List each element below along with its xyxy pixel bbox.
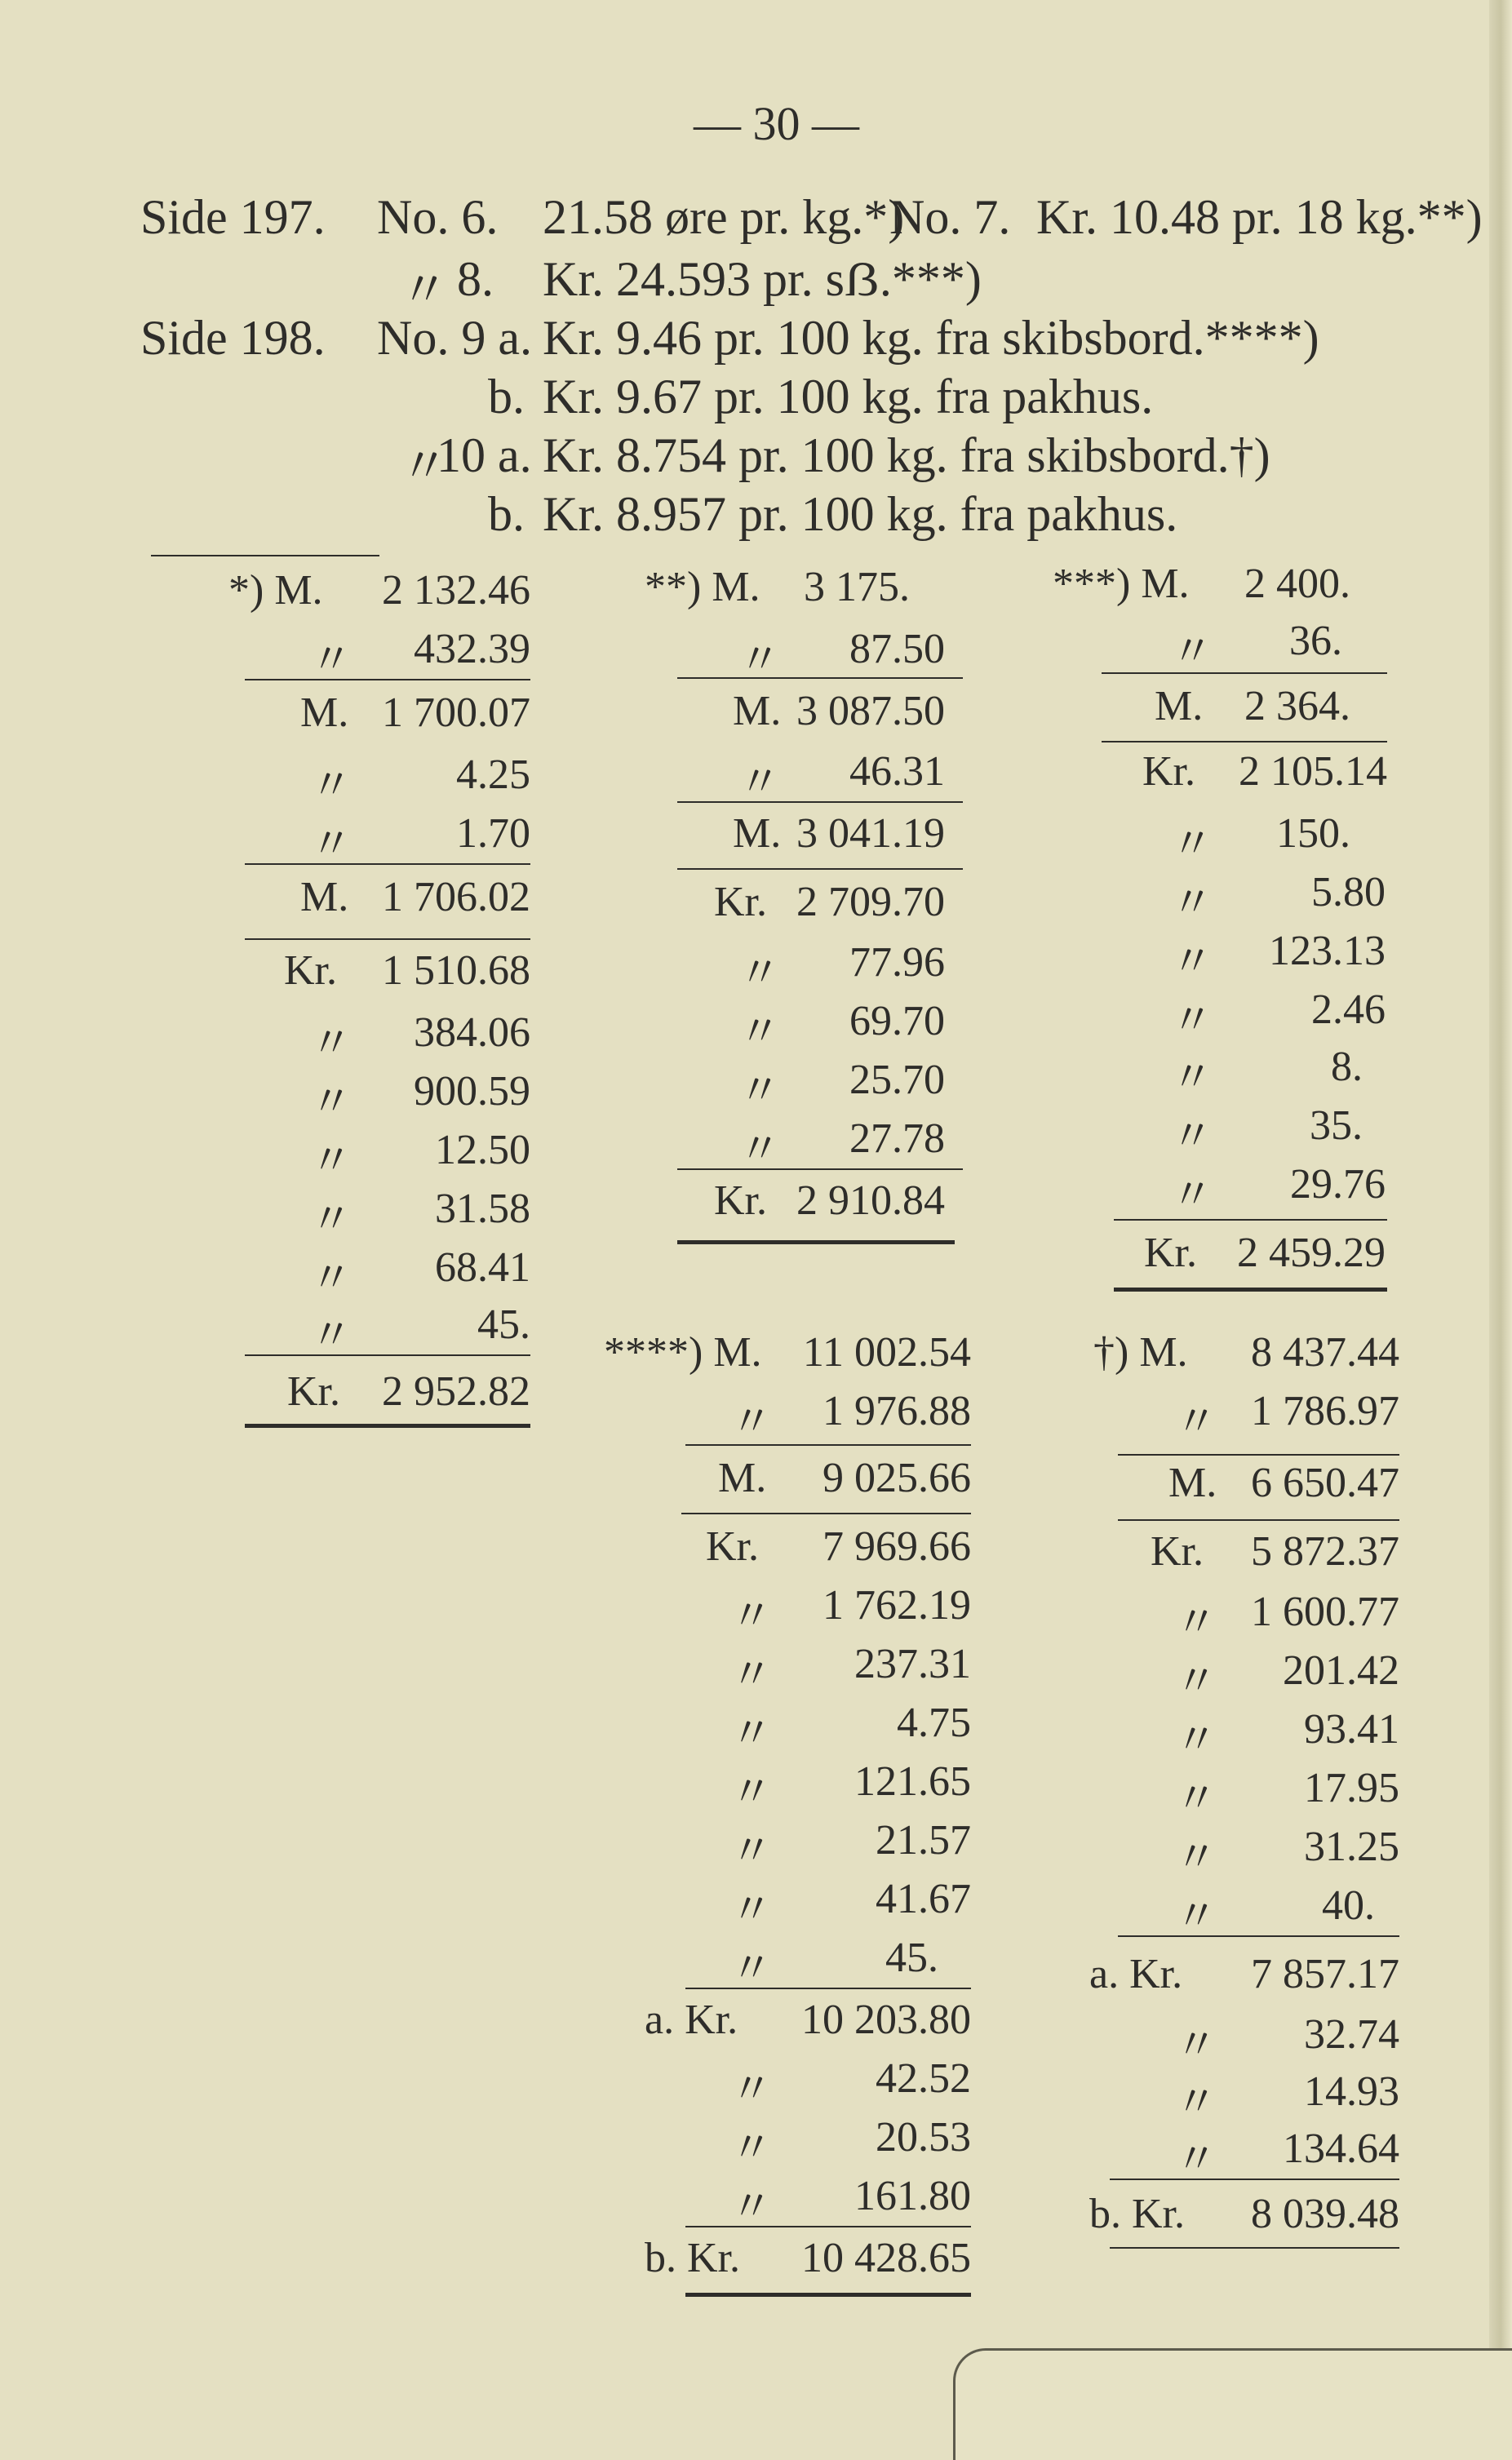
- calc-row-total: [645, 1177, 963, 1234]
- row-label: 〃: [730, 1770, 774, 1816]
- sum-rule: [1118, 1519, 1399, 1521]
- calc-row: [1053, 986, 1395, 1043]
- calc-row: [1053, 1043, 1395, 1100]
- sum-rule: [245, 938, 530, 940]
- calc-row: [1093, 1459, 1399, 1516]
- row-value: 69.70: [849, 998, 945, 1044]
- row-value: 10 203.80: [801, 1997, 971, 2043]
- calc-row: [1093, 2068, 1399, 2125]
- row-label: 〃: [1175, 1399, 1218, 1446]
- calc-row: [228, 566, 530, 623]
- sum-rule: [685, 1444, 971, 1446]
- row-label: Kr.: [287, 1368, 340, 1415]
- no-8-text: Kr. 24.593 pr. sẞ.***): [543, 252, 982, 306]
- total-rule: [1110, 2247, 1399, 2249]
- row-label: 〃: [310, 1197, 353, 1243]
- row-label: M.: [1155, 683, 1204, 729]
- calc-row: [604, 1387, 971, 1444]
- calc-row: [228, 873, 530, 930]
- calc-column-3b: [1089, 1328, 1399, 2250]
- row-label: 〃: [310, 637, 353, 684]
- row-label: 〃: [730, 1828, 774, 1875]
- sum-rule: [1110, 2179, 1399, 2180]
- row-value: 134.64: [1283, 2125, 1399, 2172]
- calc-row: [1093, 1647, 1399, 1704]
- calc-row: [1093, 1387, 1399, 1444]
- sum-rule: [1114, 1219, 1387, 1221]
- sum-rule: [245, 863, 530, 865]
- row-value: 8.: [1331, 1044, 1363, 1090]
- row-label: M.: [300, 874, 349, 920]
- row-value: 21.57: [876, 1817, 971, 1864]
- row-value: 161.80: [854, 2173, 971, 2219]
- calc-row: [645, 1115, 963, 1172]
- row-label: 〃: [730, 2184, 774, 2231]
- row-label: 〃: [738, 637, 782, 684]
- calc-column-2b: [604, 1328, 971, 2307]
- row-label: 〃: [1171, 880, 1214, 927]
- calc-row: [1093, 1764, 1399, 1821]
- calc-row: [1093, 1588, 1399, 1645]
- calc-row: [604, 1454, 971, 1511]
- calc-row: [645, 625, 963, 682]
- calc-row: [228, 1008, 530, 1066]
- row-value: 432.39: [414, 626, 530, 672]
- row-label: 〃: [738, 1068, 782, 1115]
- row-value: 77.96: [849, 939, 945, 986]
- row-label: a. Kr.: [1089, 1951, 1183, 1997]
- row-label: 〃: [310, 1138, 353, 1185]
- row-label: Kr.: [1144, 1230, 1197, 1276]
- calc-column-1-total: [228, 1367, 530, 1433]
- calc-row: [645, 878, 963, 935]
- calc-row: [604, 1996, 971, 2053]
- no-10a-text: Kr. 8.754 pr. 100 kg. fra skibsbord.†): [543, 428, 1270, 482]
- calc-row: [1093, 1527, 1399, 1585]
- row-value: 36.: [1289, 618, 1342, 664]
- sum-rule: [1118, 1454, 1399, 1456]
- row-value: 6 650.47: [1251, 1460, 1399, 1506]
- row-label: 〃: [738, 1127, 782, 1173]
- no-10b-label: b.: [488, 487, 525, 541]
- calc-column-1: [228, 566, 530, 1382]
- row-label: 〃: [310, 1256, 353, 1302]
- row-value: 4.75: [897, 1700, 971, 1746]
- side-198-label: Side 198.: [140, 311, 326, 365]
- row-label: Kr.: [714, 1177, 767, 1224]
- row-value: 2 952.82: [382, 1368, 530, 1415]
- row-value: 42.52: [876, 2055, 971, 2102]
- row-value: 12.50: [435, 1127, 530, 1173]
- row-label: M.: [718, 1455, 767, 1501]
- calc-row: [228, 1243, 530, 1301]
- no-7-label: No. 7.: [889, 190, 1011, 244]
- sum-rule: [245, 1354, 530, 1356]
- row-value: 9 025.66: [823, 1455, 971, 1501]
- row-label: 〃: [730, 2125, 774, 2172]
- row-label: 〃: [1175, 1776, 1218, 1823]
- calc-row: [1053, 747, 1395, 804]
- calc-row: [228, 1301, 530, 1358]
- ditto-mark: 〃: [400, 440, 449, 494]
- row-label: 〃: [1175, 1718, 1218, 1764]
- row-value: 68.41: [435, 1244, 530, 1291]
- sum-rule: [1102, 672, 1387, 674]
- no-10a-label: 10 a.: [437, 428, 532, 482]
- calc-row: [228, 625, 530, 682]
- row-label: 〃: [1171, 629, 1214, 676]
- row-value: 2 910.84: [796, 1177, 945, 1224]
- row-value: 45.: [885, 1935, 938, 1981]
- row-label: 〃: [1175, 1835, 1218, 1882]
- row-label: ****) M.: [604, 1329, 762, 1376]
- row-value: 41.67: [876, 1876, 971, 1922]
- row-label: 〃: [1171, 822, 1214, 868]
- row-value: 2 105.14: [1239, 748, 1387, 795]
- sum-rule: [677, 1168, 963, 1170]
- calc-row: [228, 809, 530, 867]
- row-value: 900.59: [414, 1068, 530, 1115]
- row-value: 1.70: [456, 810, 530, 857]
- row-value: 11 002.54: [802, 1329, 971, 1376]
- calc-row: [604, 1581, 971, 1638]
- row-value: 87.50: [849, 626, 945, 672]
- calc-column-2a: [645, 563, 963, 1257]
- row-label: 〃: [310, 1313, 353, 1359]
- row-label: 〃: [1171, 1172, 1214, 1219]
- row-value: 1 600.77: [1251, 1589, 1399, 1635]
- calc-row: [1053, 617, 1395, 674]
- row-label: 〃: [1175, 1659, 1218, 1705]
- row-value: 14.93: [1304, 2068, 1399, 2115]
- row-label: Kr.: [284, 947, 337, 994]
- row-value: 31.25: [1304, 1824, 1399, 1870]
- calc-row: [1093, 1705, 1399, 1762]
- row-value: 29.76: [1290, 1161, 1386, 1208]
- sum-rule: [677, 868, 963, 870]
- row-label: **) M.: [645, 564, 760, 610]
- row-label: Kr.: [714, 879, 767, 925]
- calc-row: [604, 2113, 971, 2170]
- no-9b-label: b.: [488, 370, 525, 423]
- row-label: Kr.: [706, 1523, 759, 1570]
- row-value: 17.95: [1304, 1765, 1399, 1811]
- row-label: 〃: [730, 1399, 774, 1446]
- row-value: 121.65: [854, 1758, 971, 1805]
- no-8-label: 8.: [457, 252, 494, 306]
- no-9a-label: No. 9 a.: [377, 311, 532, 365]
- row-value: 384.06: [414, 1009, 530, 1056]
- row-value: 1 510.68: [382, 947, 530, 994]
- row-value: 31.58: [435, 1186, 530, 1232]
- row-value: 2 364.: [1244, 683, 1350, 729]
- row-value: 2.46: [1311, 986, 1386, 1033]
- row-value: 46.31: [849, 748, 945, 795]
- calc-row: [1093, 1882, 1399, 1939]
- calc-row: [604, 1757, 971, 1815]
- sum-rule: [681, 1513, 971, 1514]
- total-rule: [1114, 1288, 1387, 1292]
- calc-row: [604, 1816, 971, 1873]
- row-label: M.: [733, 810, 782, 857]
- total-rule: [245, 1424, 530, 1428]
- calc-row: [604, 1640, 971, 1697]
- calc-row: [645, 1056, 963, 1113]
- row-value: 5 872.37: [1251, 1528, 1399, 1575]
- row-value: 27.78: [849, 1115, 945, 1162]
- row-label: 〃: [310, 763, 353, 809]
- row-label: *) M.: [228, 567, 323, 614]
- row-value: 3 175.: [804, 564, 910, 610]
- calc-row: [604, 2172, 971, 2229]
- no-9a-text: Kr. 9.46 pr. 100 kg. fra skibsbord.****): [543, 311, 1319, 365]
- row-value: 25.70: [849, 1057, 945, 1103]
- row-value: 237.31: [854, 1641, 971, 1687]
- calc-row: [1053, 560, 1395, 617]
- row-label: 〃: [730, 1946, 774, 1992]
- calc-row: [1053, 1101, 1395, 1159]
- row-value: 10 428.65: [801, 2235, 971, 2281]
- calc-row: [604, 1875, 971, 1932]
- row-label: 〃: [730, 1711, 774, 1757]
- row-value: 20.53: [876, 2114, 971, 2161]
- no-6-text: 21.58 øre pr. kg.*): [543, 190, 905, 244]
- row-label: 〃: [310, 822, 353, 868]
- row-label: b. Kr.: [1089, 2191, 1185, 2237]
- calc-row: [228, 689, 530, 746]
- calc-row: [1093, 2125, 1399, 2182]
- row-label: 〃: [310, 1079, 353, 1126]
- row-value: 1 700.07: [382, 689, 530, 736]
- row-value: 7 857.17: [1251, 1951, 1399, 1997]
- calc-row: [604, 1523, 971, 1580]
- row-label: M.: [300, 689, 349, 736]
- paper-tab: [953, 2348, 1512, 2460]
- calc-row: [645, 997, 963, 1054]
- row-label: a. Kr.: [645, 1997, 738, 2043]
- row-value: 201.42: [1283, 1647, 1399, 1694]
- footnote-separator: [151, 555, 379, 556]
- row-value: 35.: [1310, 1102, 1363, 1149]
- row-value: 40.: [1322, 1882, 1375, 1929]
- row-value: 93.41: [1304, 1706, 1399, 1753]
- calc-row: [645, 809, 963, 867]
- calc-row: [604, 1934, 971, 1991]
- no-7-text: Kr. 10.48 pr. 18 kg.**): [1036, 190, 1483, 244]
- sum-rule: [245, 679, 530, 680]
- calc-row: [228, 1126, 530, 1183]
- row-label: 〃: [310, 1021, 353, 1067]
- row-label: 〃: [1171, 998, 1214, 1044]
- calc-row: [645, 747, 963, 804]
- row-value: 5.80: [1311, 869, 1386, 915]
- row-value: 8 039.48: [1251, 2191, 1399, 2237]
- calc-row: [1093, 1823, 1399, 1880]
- calc-row: [604, 1699, 971, 1756]
- no-10b-text: Kr. 8.957 pr. 100 kg. fra pakhus.: [543, 487, 1178, 541]
- row-label: M.: [733, 688, 782, 734]
- calc-row: [645, 563, 963, 620]
- calc-row: [604, 1328, 971, 1385]
- row-value: 45.: [477, 1301, 530, 1348]
- row-label: 〃: [730, 1593, 774, 1640]
- row-value: 7 969.66: [823, 1523, 971, 1570]
- calc-row: [228, 751, 530, 808]
- total-rule: [685, 2293, 971, 2297]
- side-197-label: Side 197.: [140, 190, 326, 244]
- row-label: 〃: [730, 1652, 774, 1699]
- calc-row: [228, 1185, 530, 1242]
- row-label: ***) M.: [1053, 561, 1190, 607]
- row-value: 2 400.: [1244, 561, 1350, 607]
- row-value: 3 087.50: [796, 688, 945, 734]
- row-value: 1 762.19: [823, 1582, 971, 1629]
- sum-rule: [685, 1988, 971, 1989]
- calc-row: [1053, 809, 1395, 867]
- calc-row-total: [604, 2234, 971, 2291]
- calc-row: [1093, 1328, 1399, 1385]
- row-label: b. Kr.: [645, 2235, 740, 2281]
- no-9b-text: Kr. 9.67 pr. 100 kg. fra pakhus.: [543, 370, 1154, 423]
- calc-row: [604, 2054, 971, 2112]
- row-value: 1 976.88: [823, 1388, 971, 1434]
- row-label: 〃: [1175, 2080, 1218, 2126]
- row-label: Kr.: [1142, 748, 1195, 795]
- ditto-mark: 〃: [400, 264, 449, 317]
- row-value: 2 709.70: [796, 879, 945, 925]
- page-number: — 30 —: [694, 97, 859, 150]
- total-rule: [677, 1240, 955, 1244]
- sum-rule: [677, 677, 963, 679]
- no-6-label: No. 6.: [377, 190, 499, 244]
- row-label: 〃: [730, 1887, 774, 1934]
- row-value: 123.13: [1269, 928, 1386, 974]
- row-label: 〃: [1171, 1055, 1214, 1101]
- row-label: 〃: [738, 760, 782, 806]
- row-label: M.: [1168, 1460, 1217, 1506]
- calc-row: [228, 1067, 530, 1124]
- row-label: 〃: [1171, 1114, 1214, 1160]
- row-value: 1 786.97: [1251, 1388, 1399, 1434]
- row-value: 4.25: [456, 751, 530, 798]
- row-value: 3 041.19: [796, 810, 945, 857]
- row-label: 〃: [1175, 1600, 1218, 1647]
- calc-row: [645, 938, 963, 995]
- row-label: 〃: [730, 2067, 774, 2113]
- sum-rule: [685, 2226, 971, 2227]
- calc-column-3a: [1053, 560, 1395, 1294]
- sum-rule: [677, 801, 963, 803]
- calc-row: [1053, 1160, 1395, 1217]
- calc-row-total: [228, 1367, 530, 1425]
- row-label: 〃: [738, 951, 782, 997]
- book-spine: [1489, 0, 1512, 2458]
- row-value: 8 437.44: [1251, 1329, 1399, 1376]
- row-value: 32.74: [1304, 2011, 1399, 2058]
- calc-row-total: [1089, 2190, 1399, 2247]
- calc-row: [1089, 1950, 1399, 2007]
- calc-row: [228, 946, 530, 1004]
- row-label: 〃: [1171, 939, 1214, 986]
- row-value: 150.: [1276, 810, 1350, 857]
- calc-row: [645, 687, 963, 744]
- row-label: 〃: [1175, 2137, 1218, 2183]
- calc-row: [1093, 2010, 1399, 2068]
- row-label: †) M.: [1093, 1329, 1188, 1376]
- row-label: Kr.: [1151, 1528, 1204, 1575]
- calc-row: [1053, 868, 1395, 925]
- row-value: 2 459.29: [1237, 1230, 1386, 1276]
- sum-rule: [1102, 741, 1387, 742]
- calc-row-total: [1053, 1229, 1395, 1286]
- row-label: 〃: [1175, 1894, 1218, 1940]
- sum-rule: [1118, 1935, 1399, 1937]
- calc-row: [1053, 927, 1395, 984]
- row-value: 1 706.02: [382, 874, 530, 920]
- calc-row: [1053, 682, 1395, 739]
- row-value: 2 132.46: [382, 567, 530, 614]
- row-label: 〃: [738, 1009, 782, 1056]
- row-label: 〃: [1175, 2023, 1218, 2069]
